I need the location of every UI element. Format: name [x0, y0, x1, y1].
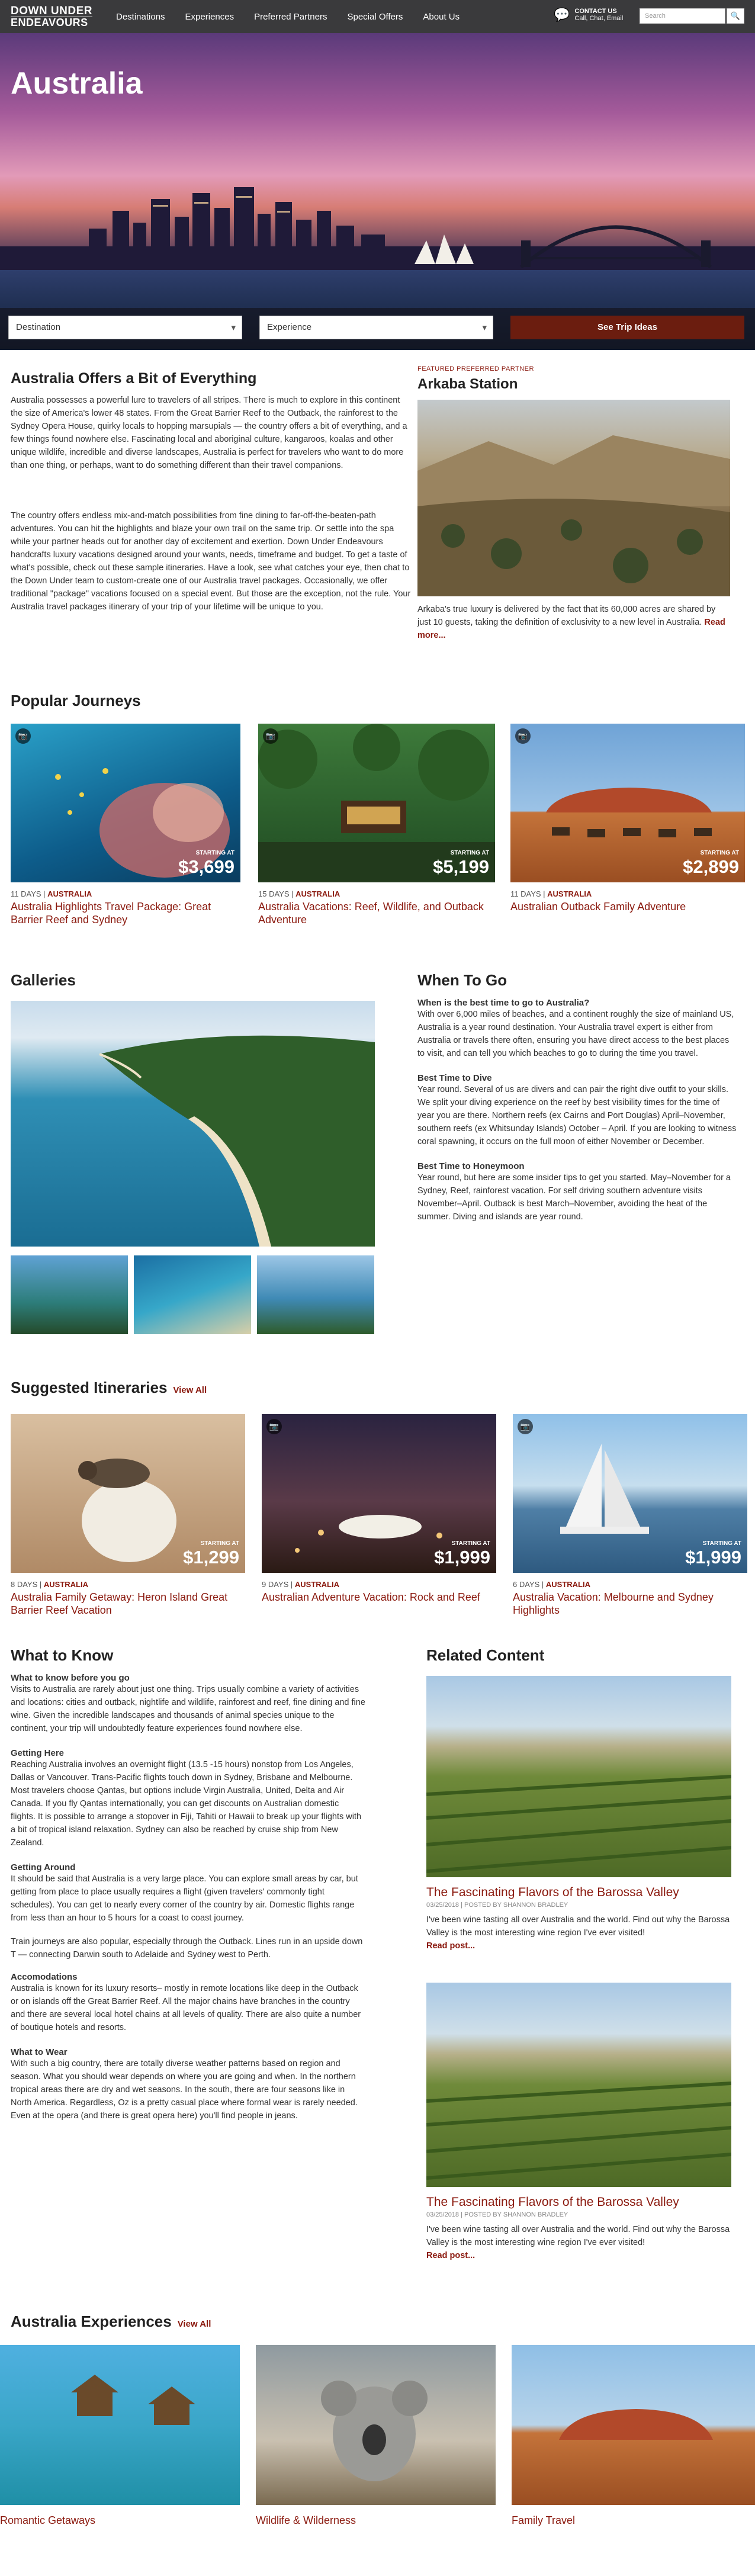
suggested-card-1-price: STARTING AT $1,299	[183, 1540, 239, 1568]
experience-family-label[interactable]: Family Travel	[512, 2514, 576, 2526]
camera-icon: 📷	[266, 1419, 282, 1434]
suggested-card-3-price: STARTING AT $1,999	[685, 1540, 741, 1568]
before-go-text: Visits to Australia are rarely about just one thing. Trips usually combine a variety of activities and locations: cities and outback, nightlife and wildlife, rainforest and reef, fine dining and fine wine. Given the incredible landscapes and thousands of animal species unique to the continent, your trip will undoubtedly feature experiences found nowhere else.	[11, 1685, 365, 1733]
popular-card-1-price: STARTING AT $3,699	[178, 850, 234, 877]
accomodations-text: Australia is known for its luxury resorts– mostly in remote locations like deep in the Outback or on islands off the Great Barrier Reef. All the major chains have branches in the country and there are several local hotel chains at all levels of quality. There are also quite a number of boutique hotels and resorts.	[11, 1984, 361, 2032]
featured-read-more-link[interactable]: Read more...	[417, 618, 725, 640]
when-question: When is the best time to go to Australia?	[417, 998, 590, 1008]
galleries-title: Galleries	[11, 971, 76, 989]
related-card-2-text	[426, 2196, 731, 2262]
intro-paragraph-1: Australia possesses a powerful lure to travelers of all stripes. There is much to explore in this continent the size of America's lower 48 states. From the Great Barrier Reef to the Outback, the rainforest to the Sydney Opera House, quirky locals to hopping marsupials — the country offers a bit of everything, and a few things found nowhere else. Fascinating local and aboriginal culture, kangaroos, koalas and other unique wildlife, incredible and diverse landscapes, Australia is perfect for travelers who want to do more than one thing, or perhaps, want to do something different than their travel companions.	[11, 396, 407, 470]
related-card-2-meta: 03/25/2018 | POSTED BY SHANNON BRADLEY	[426, 2211, 568, 2218]
getting-around-heading: Getting Around	[11, 1862, 76, 1872]
vineyard-illustration	[426, 1676, 731, 1877]
popular-card-1-image[interactable]	[11, 724, 240, 882]
popular-card-3-title[interactable]: Australian Outback Family Adventure	[510, 901, 686, 913]
logo-line2: ENDEAVOURS	[11, 17, 92, 28]
suggested-card-3-image[interactable]	[513, 1414, 747, 1573]
honeymoon-text: Year round, but here are some insider tips to get you started. May–November for a Sydney, Reef, rainforest vacation. For self driving southern adventure visits November–April. Outback is best March–November, avoiding the heat of the summer. Diving and islands are year round.	[417, 1173, 731, 1222]
featured-text: Arkaba's true luxury is delivered by the fact that its 60,000 acres are shared by just 10 guests, taking the definition of exclusivity to a new level in Australia.	[417, 605, 716, 627]
related-card-2-excerpt: I've been wine tasting all over Australia and the world. Find out why the Barossa Valley is the most interesting wine region I've ever visited!	[426, 2225, 730, 2247]
before-go-heading: What to know before you go	[11, 1673, 130, 1683]
popular-card-3-meta: 11 DAYS | AUSTRALIA	[510, 889, 592, 898]
coastline-aerial-illustration	[11, 1001, 375, 1247]
nav-destinations[interactable]: Destinations	[116, 11, 165, 22]
getting-here-heading: Getting Here	[11, 1748, 65, 1758]
popular-card-2-image[interactable]	[258, 724, 495, 882]
suggested-card-2-price: STARTING AT $1,999	[434, 1540, 490, 1568]
when-to-go-content	[417, 998, 737, 1223]
top-navigation-bar	[0, 0, 755, 33]
suggested-card-1-meta: 8 DAYS | AUSTRALIA	[11, 1580, 88, 1589]
experiences-view-all-link[interactable]: View All	[177, 2319, 211, 2329]
suggested-card-2-image[interactable]	[262, 1414, 496, 1573]
experience-romantic-image[interactable]	[0, 2345, 240, 2505]
contact-us-link[interactable]	[554, 7, 623, 23]
popular-card-2-meta: 15 DAYS | AUSTRALIA	[258, 889, 340, 898]
destination-select[interactable]: Destination ▾	[8, 316, 242, 339]
camera-icon: 📷	[518, 1419, 533, 1434]
gallery-thumb-2[interactable]	[134, 1255, 251, 1334]
suggested-view-all-link[interactable]: View All	[173, 1385, 207, 1395]
related-card-1-meta: 03/25/2018 | POSTED BY SHANNON BRADLEY	[426, 1902, 568, 1909]
experience-wildlife-image[interactable]	[256, 2345, 496, 2505]
when-answer: With over 6,000 miles of beaches, and a continent roughly the size of mainland US, Australia is a year round destination. Your Australia travel expert is either from Australia or travels there often, ensuring you have direct access to the best places to visit, and can tell you which beaches to go to during the time you travel.	[417, 1010, 734, 1058]
arkaba-station-image[interactable]	[417, 400, 730, 596]
experiences-header	[11, 2312, 211, 2331]
what-to-wear-text: With such a big country, there are totally diverse weather patterns based on region and season. What you should wear depends on where you are going and when. In the northern tropical areas there are dry and wet seasons. In the south, there are four seasons like in North America. Regardless, Oz is a pretty casual place where formal wear is rarely needed. Even at the opera (and there is great opera here) you'll find people in jeans.	[11, 2059, 358, 2121]
uluru-illustration	[512, 2345, 755, 2505]
suggested-card-2-meta: 9 DAYS | AUSTRALIA	[262, 1580, 339, 1589]
dive-text: Year round. Several of us are divers and can pair the right dive outfit to your skills. We split your diving experience on the reef by best visibility times for the time of year you are there. Northern reefs (ex Cairns and Port Douglas) April–November, southern reefs (ex Whitsunday Islands) October – April. If you are looking to witness coral spawning, it occurs on the full moon of either November or December.	[417, 1085, 737, 1146]
gallery-main-image[interactable]	[11, 1001, 375, 1247]
suggested-card-1-title[interactable]: Australia Family Getaway: Heron Island Great Barrier Reef Vacation	[11, 1591, 228, 1616]
what-to-know-content	[11, 1673, 366, 2122]
suggested-card-3-title[interactable]: Australia Vacation: Melbourne and Sydney Highlights	[513, 1591, 714, 1616]
honeymoon-heading: Best Time to Honeymoon	[417, 1161, 525, 1171]
nav-about-us[interactable]: About Us	[423, 11, 460, 22]
camera-icon: 📷	[15, 728, 31, 744]
hero-banner	[0, 33, 755, 350]
accomodations-heading: Accomodations	[11, 1972, 78, 1982]
suggested-card-1-image[interactable]	[11, 1414, 245, 1573]
camera-icon: 📷	[263, 728, 278, 744]
popular-card-3-image[interactable]	[510, 724, 745, 882]
sydney-skyline-image	[0, 175, 755, 282]
featured-title[interactable]: Arkaba Station	[417, 376, 518, 392]
gallery-thumb-1[interactable]	[11, 1255, 128, 1334]
related-card-2-read-post-link[interactable]: Read post...	[426, 2251, 476, 2260]
popular-card-2-title[interactable]: Australia Vacations: Reef, Wildlife, and Outback Adventure	[258, 901, 484, 926]
gallery-thumb-3[interactable]	[257, 1255, 374, 1334]
suggested-title: Suggested Itineraries	[11, 1379, 168, 1396]
intro-paragraph-2: The country offers endless mix-and-match possibilities from fine dining to far-off-the-beaten-path adventures. You can hit the highlights and blaze your own trail on the same trip. Or settle into the spa while your partner heads out for another day of excitement and exertion. Down Under Endeavours handcrafts luxury vacations designed around your wants, needs, timeframe and budget. To get a taste of what's possible, check out these sample itineraries. Have a look, see what catches your eye, then chat to the Down Under team to custom-create one of our Australia travel packages. Occasionally, we offer traditional "package" vacations focused on a special event. But those are the exception, not the rule. Your Australia travel packages itinerary of your trip of your lifetime will be unique to you.	[11, 511, 411, 612]
related-card-1-image[interactable]	[426, 1676, 731, 1877]
experiences-title: Australia Experiences	[11, 2312, 172, 2330]
when-to-go-title: When To Go	[417, 971, 507, 989]
outback-landscape-illustration	[417, 400, 730, 596]
suggested-header	[11, 1379, 207, 1397]
main-nav	[116, 12, 460, 22]
related-card-1-excerpt: I've been wine tasting all over Australia and the world. Find out why the Barossa Valley is the most interesting wine region I've ever visited!	[426, 1915, 730, 1938]
site-logo[interactable]	[11, 6, 92, 28]
getting-around-text: It should be said that Australia is a very large place. You can explore small areas by car, but getting from place to place usually requires a flight (given travelers' commonly tight schedules). You can get to nearly every corner of the country by air. Domestic flights range from less than an hour to 5 hours for a coast to coast journey.	[11, 1874, 358, 1923]
vineyard-illustration	[426, 1983, 731, 2187]
featured-label: FEATURED PREFERRED PARTNER	[417, 365, 534, 372]
page-title: Australia	[11, 66, 143, 101]
train-text: Train journeys are also popular, especially through the Outback. Lines run in an upside down T — connecting Darwin south to Adelaide and Sydney west to Perth.	[11, 1937, 363, 1960]
related-content-title: Related Content	[426, 1646, 545, 1664]
nav-experiences[interactable]: Experiences	[185, 11, 234, 22]
related-card-1-text	[426, 1886, 731, 1952]
getting-here-text: Reaching Australia involves an overnight flight (13.5 -15 hours) nonstop from Los Angeles, Dallas or Vancouver. Trans-Pacific flights touch down in Sydney, Brisbane and Melbourne. Most travelers choose Qantas, but options include Virgin Australia, United, Delta and Air Canada. If you fly Qantas internationally, you can get discounts on Australian domestic flights. It is possible to arrange a stopover in Fiji, Tahiti or Hawaii to break up your flights with a bit of tropical island relaxation. Sydney can also be reached by cruise ship from New Zealand.	[11, 1760, 362, 1848]
search-icon[interactable]: 🔍	[727, 8, 744, 24]
experience-romantic-label[interactable]: Romantic Getaways	[0, 2514, 96, 2526]
related-card-1-read-post-link[interactable]: Read post...	[426, 1941, 476, 1951]
experience-family-image[interactable]	[512, 2345, 755, 2505]
experience-select[interactable]: Experience ▾	[259, 316, 493, 339]
koala-illustration	[256, 2345, 496, 2505]
contact-subtitle: Call, Chat, Email	[574, 15, 624, 22]
chat-bubble-icon: 💬	[554, 7, 570, 22]
dive-heading: Best Time to Dive	[417, 1073, 492, 1083]
popular-card-2-price: STARTING AT $5,199	[433, 850, 489, 877]
popular-card-1-meta: 11 DAYS | AUSTRALIA	[11, 889, 92, 898]
logo-line1: DOWN UNDER	[11, 4, 92, 17]
suggested-card-2-title[interactable]: Australian Adventure Vacation: Rock and Reef	[262, 1591, 480, 1603]
search-input[interactable]: Search	[640, 8, 725, 24]
nav-preferred-partners[interactable]: Preferred Partners	[254, 11, 327, 22]
experience-wildlife-label[interactable]: Wildlife & Wilderness	[256, 2514, 356, 2526]
related-card-2-image[interactable]	[426, 1983, 731, 2187]
what-to-wear-heading: What to Wear	[11, 2047, 68, 2057]
intro-title: Australia Offers a Bit of Everything	[11, 370, 257, 387]
popular-journeys-title: Popular Journeys	[11, 692, 141, 709]
overwater-villas-illustration	[0, 2345, 240, 2505]
nav-special-offers[interactable]: Special Offers	[347, 11, 403, 22]
related-card-1-title[interactable]: The Fascinating Flavors of the Barossa Valley	[426, 1886, 679, 1899]
contact-title: CONTACT US	[574, 8, 617, 15]
what-to-know-title: What to Know	[11, 1646, 114, 1664]
suggested-card-3-meta: 6 DAYS | AUSTRALIA	[513, 1580, 590, 1589]
camera-icon: 📷	[515, 728, 531, 744]
see-trip-ideas-button[interactable]: See Trip Ideas	[510, 316, 744, 339]
popular-card-1-title[interactable]: Australia Highlights Travel Package: Great Barrier Reef and Sydney	[11, 901, 211, 926]
popular-card-3-price: STARTING AT $2,899	[683, 850, 739, 877]
related-card-2-title[interactable]: The Fascinating Flavors of the Barossa Valley	[426, 2195, 679, 2209]
